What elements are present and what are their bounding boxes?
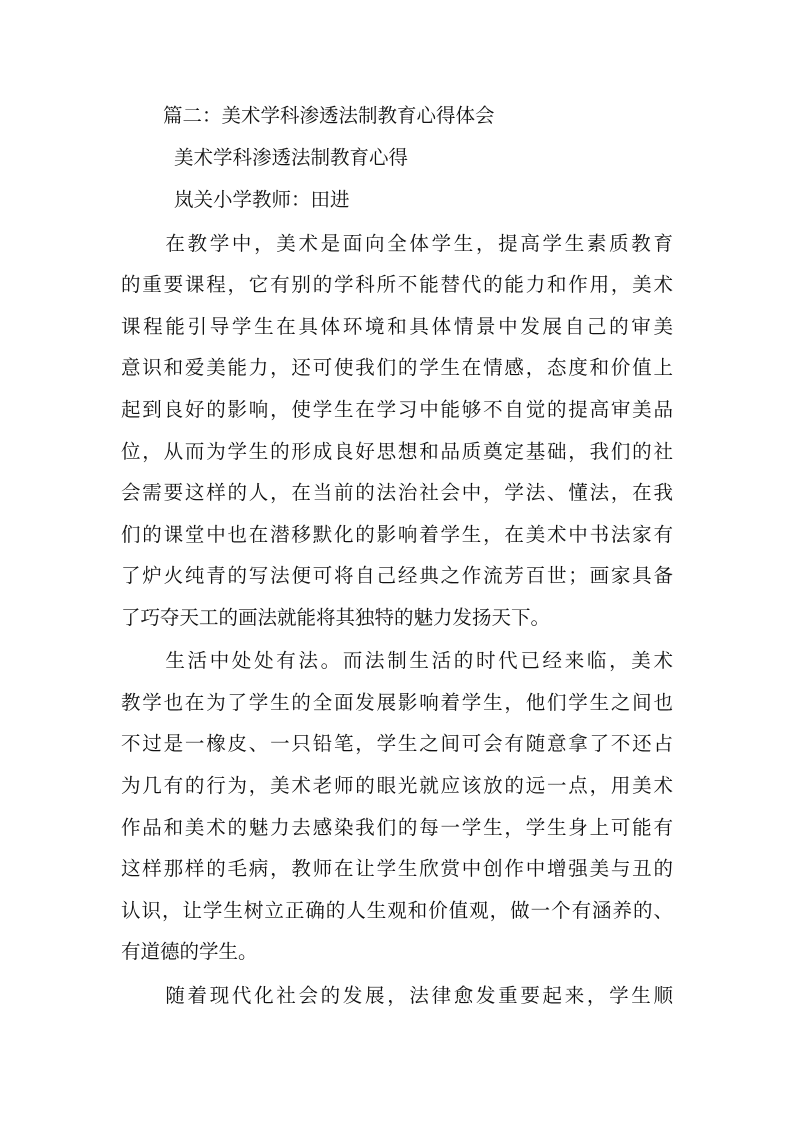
paragraph-3-line: 随着现代化社会的发展，法律愈发重要起来，学生顺: [121, 984, 673, 1007]
paragraph-2-line: 生活中处处有法。而法制生活的时代已经来临，美术: [121, 649, 673, 672]
paragraph-1-line: 意识和爱美能力，还可使我们的学生在情感，态度和价值上: [121, 356, 673, 379]
paragraph-1-line: 们的课堂中也在潜移默化的影响着学生，在美术中书法家有: [121, 523, 673, 546]
paragraph-1-line: 在教学中，美术是面向全体学生，提高学生素质教育: [121, 232, 673, 255]
paragraph-2-line: 有道德的学生。: [121, 940, 258, 963]
paragraph-2-line: 教学也在为了学生的全面发展影响着学生，他们学生之间也: [121, 691, 673, 714]
paragraph-2-line: 认识，让学生树立正确的人生观和价值观，做一个有涵养的、: [121, 899, 673, 922]
paragraph-2-line: 不过是一橡皮、一只铅笔，学生之间可会有随意拿了不还占: [121, 732, 673, 755]
subtitle: 美术学科渗透法制教育心得: [174, 146, 409, 169]
paragraph-1-line: 起到良好的影响，使学生在学习中能够不自觉的提高审美品: [121, 398, 673, 421]
paragraph-1-line: 的重要课程，它有别的学科所不能替代的能力和作用，美术: [121, 273, 673, 296]
author-line: 岚关小学教师：田进: [174, 188, 350, 211]
paragraph-1-line: 了巧夺天工的画法就能将其独特的魅力发扬天下。: [121, 606, 551, 629]
paragraph-2-line: 为几有的行为，美术老师的眼光就应该放的远一点，用美术: [121, 774, 673, 797]
paragraph-1-line: 了炉火纯青的写法便可将自己经典之作流芳百世；画家具备: [121, 564, 673, 587]
paragraph-1-line: 会需要这样的人，在当前的法治社会中，学法、懂法，在我: [121, 481, 673, 504]
paragraph-2-line: 作品和美术的魅力去感染我们的每一学生，学生身上可能有: [121, 816, 673, 839]
section-title: 篇二：美术学科渗透法制教育心得体会: [163, 104, 495, 127]
paragraph-2-line: 这样那样的毛病，教师在让学生欣赏中创作中增强美与丑的: [121, 857, 673, 880]
paragraph-1-line: 位，从而为学生的形成良好思想和品质奠定基础，我们的社: [121, 440, 673, 463]
paragraph-1-line: 课程能引导学生在具体环境和具体情景中发展自己的审美: [121, 315, 673, 338]
